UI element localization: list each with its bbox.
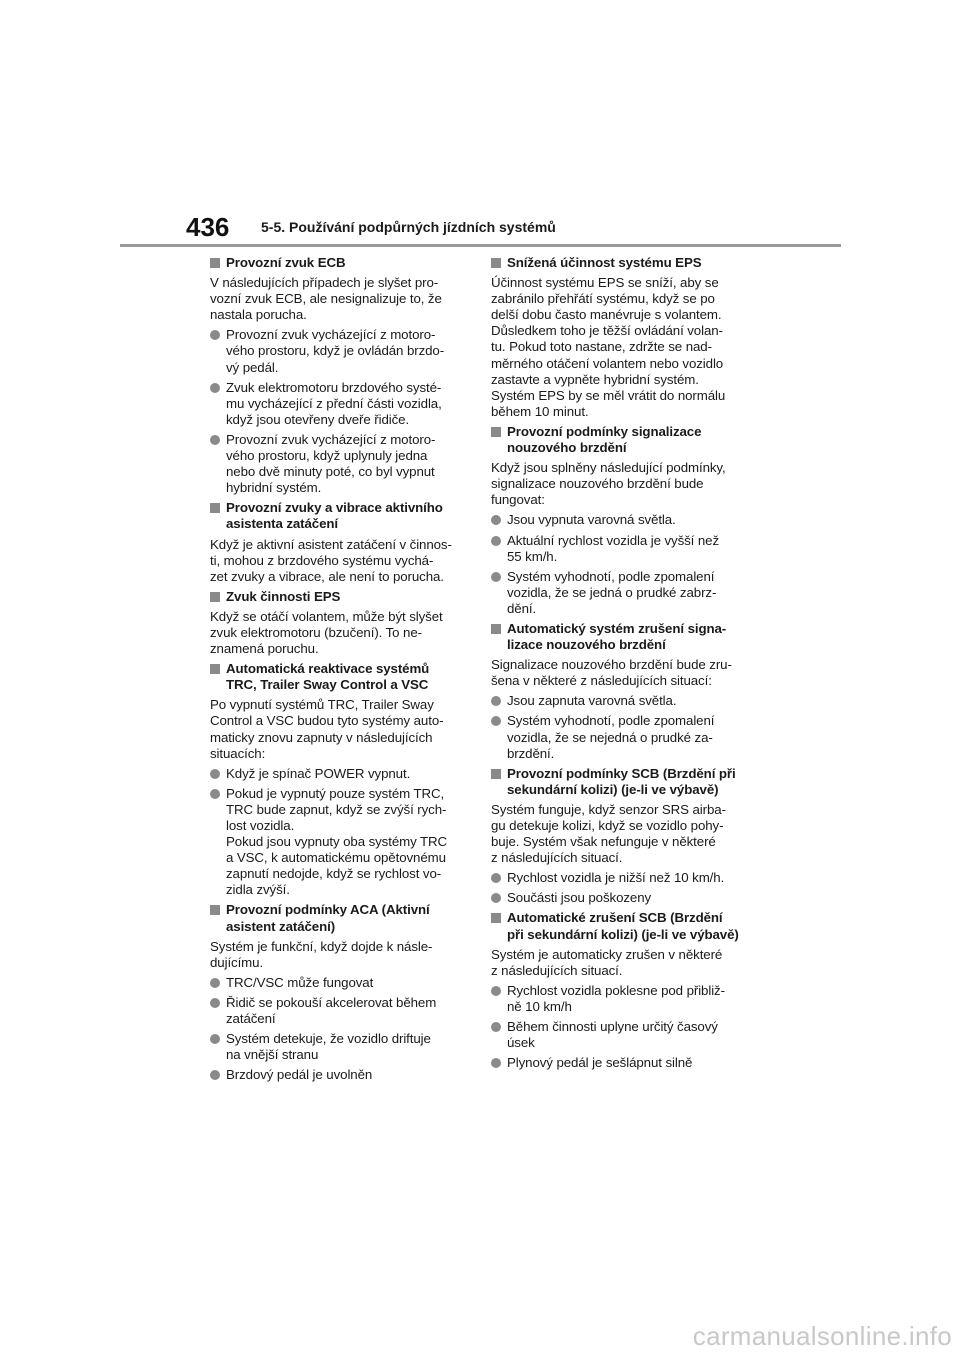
bullet-list (210, 975, 468, 1084)
bullet-item: Systém vyhodnotí, podle zpomalení vozidla, že se nejedná o prudké za- brzdění. (491, 713, 749, 761)
paragraph: Když se otáčí volantem, může být slyšet zvuk elektromotoru (bzučení). To ne- znamená poruchu. (210, 608, 443, 657)
bullet-item: Rychlost vozidla poklesne pod přibliž- ně 10 km/h (491, 983, 749, 1015)
bullet-item: Součásti jsou poškozeny (491, 890, 749, 906)
section-heading: Zvuk činnosti EPS (210, 589, 468, 605)
section (491, 424, 749, 617)
bullet-item: Systém detekuje, že vozidlo driftuje na vnější stranu (210, 1031, 468, 1063)
section-heading: Snížená účinnost systému EPS (491, 255, 749, 271)
bullet-item: Provozní zvuk vycházející z motoro- vého prostoru, když uplynuly jedna nebo dvě minuty poté, co byl vypnut hybridní systém. (210, 432, 468, 496)
section-heading: Provozní podmínky signalizace nouzového brzdění (491, 424, 749, 456)
bullet-item: Provozní zvuk vycházející z motoro- vého prostoru, když je ovládán brzdo- vý pedál. (210, 327, 468, 375)
section (210, 661, 468, 898)
paragraph: Účinnost systému EPS se sníží, aby se zabránilo přehřátí systému, když se po delší dobu často manévruje s volantem. Důsledkem toho je těžší ovládání volan- tu. Pokud toto nastane, zdržte se nad- měrného otáčení volantem nebo vozidlo zastavte a vypněte hybridní systém. Systém EPS by se měl vrátit do normálu během 10 minut. (491, 275, 726, 419)
bullet-item: Když je spínač POWER vypnut. (210, 766, 468, 782)
bullet-list (491, 693, 749, 761)
paragraph: Systém je automaticky zrušen v některé z následujících situací. (491, 946, 723, 978)
bullet-item: Aktuální rychlost vozidla je vyšší než 55 km/h. (491, 533, 749, 565)
paragraph: Po vypnutí systémů TRC, Trailer Sway Control a VSC budou tyto systémy auto- maticky znovu zapnuty v následujících situacích: (210, 697, 444, 761)
bullet-list (210, 327, 468, 496)
bullet-item: Jsou zapnuta varovná světla. (491, 693, 749, 709)
section (210, 589, 468, 657)
chapter-title: 5-5. Používání podpůrných jízdních systémů (261, 219, 556, 235)
right-column (491, 255, 749, 1075)
paragraph: V následujících případech je slyšet pro- vozní zvuk ECB, ale nesignalizuje to, že nastala porucha. (210, 275, 442, 323)
section (210, 255, 468, 496)
watermark: carmanualsonline.info (692, 1321, 952, 1351)
section-heading: Automatické zrušení SCB (Brzdění při sekundární kolizi) (je-li ve výbavě) (491, 910, 749, 942)
bullet-item: Během činnosti uplyne určitý časový úsek (491, 1019, 749, 1051)
section-heading: Provozní zvuk ECB (210, 255, 468, 271)
bullet-list (210, 766, 468, 899)
bullet-item: Systém vyhodnotí, podle zpomalení vozidla, že se jedná o prudké zabrz- dění. (491, 569, 749, 617)
bullet-item: Plynový pedál je sešlápnut silně (491, 1055, 749, 1071)
bullet-item: Brzdový pedál je uvolněn (210, 1067, 468, 1083)
section-heading: Automatický systém zrušení signa- lizace nouzového brzdění (491, 621, 749, 653)
section (491, 910, 749, 1071)
paragraph: Systém funguje, když senzor SRS airba- gu detekuje kolizi, když se vozidlo pohy- buje. Systém však nefunguje v některé z následujících situací. (491, 801, 726, 866)
bullet-item: Zvuk elektromotoru brzdového systé- mu vycházející z přední části vozidla, když jsou otevřeny dveře řidiče. (210, 380, 468, 428)
section (210, 902, 468, 1083)
section-heading: Provozní podmínky SCB (Brzdění při sekundární kolizi) (je-li ve výbavě) (491, 766, 749, 798)
bullet-item: Pokud je vypnutý pouze systém TRC, TRC bude zapnut, když se zvýší rych- lost vozidla. Pokud jsou vypnuty oba systémy TRC a VSC, k automatickému opětovnému zapnutí nedojde, když se rychlost vo- zidla zvýší. (210, 786, 468, 899)
section-heading: Provozní podmínky ACA (Aktivní asistent zatáčení) (210, 902, 468, 934)
bullet-item: Řidič se pokouší akcelerovat během zatáčení (210, 995, 468, 1027)
bullet-list (491, 870, 749, 906)
bullet-item: TRC/VSC může fungovat (210, 975, 468, 991)
paragraph: Když jsou splněny následující podmínky, signalizace nouzového brzdění bude fungovat: (491, 460, 726, 508)
bullet-list (491, 983, 749, 1071)
bullet-item: Rychlost vozidla je nižší než 10 km/h. (491, 870, 749, 886)
paragraph: Když je aktivní asistent zatáčení v činnos- ti, mohou z brzdového systému vychá- zet zvuky a vibrace, ale není to porucha. (210, 536, 452, 584)
section (491, 621, 749, 762)
section-heading: Provozní zvuky a vibrace aktivního asistenta zatáčení (210, 500, 468, 532)
section (491, 255, 749, 420)
header-rule (120, 244, 841, 247)
section (210, 500, 468, 584)
page-number: 436 (186, 212, 230, 242)
paragraph: Systém je funkční, když dojde k násle- dujícímu. (210, 938, 433, 970)
section (491, 766, 749, 907)
bullet-list (491, 512, 749, 617)
section-heading: Automatická reaktivace systémů TRC, Trailer Sway Control a VSC (210, 661, 468, 693)
paragraph: Signalizace nouzového brzdění bude zru- šena v některé z následujících situací: (491, 657, 732, 689)
left-column (210, 255, 468, 1087)
bullet-item: Jsou vypnuta varovná světla. (491, 512, 749, 528)
